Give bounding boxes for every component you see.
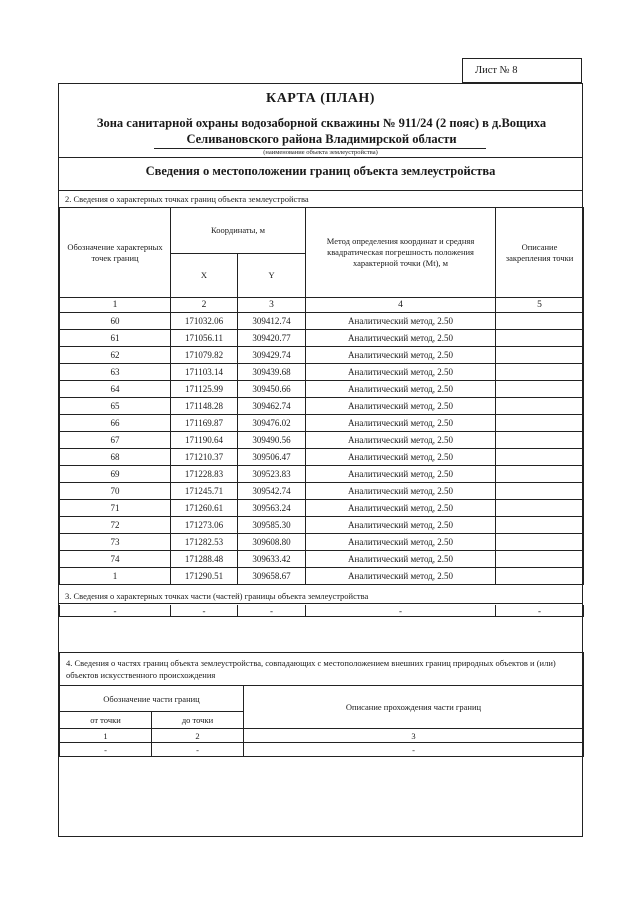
dash-cell: -: [171, 605, 238, 617]
divider-section3: [59, 603, 582, 604]
desc-cell: [496, 466, 584, 483]
method-cell: Аналитический метод, 2.50: [306, 466, 496, 483]
section4-heading: 4. Сведения о частях границ объекта землеустройства, совпадающих с местоположением внешних границ природных объектов и (или) объектов искусственного происхождения: [60, 653, 584, 686]
divider-top: [59, 157, 582, 158]
y-cell: 309542.74: [238, 483, 306, 500]
point-cell: 62: [60, 347, 171, 364]
col-from-header: от точки: [60, 712, 152, 729]
section4-table: [59, 652, 584, 757]
point-cell: 74: [60, 551, 171, 568]
x-cell: 171169.87: [171, 415, 238, 432]
table-row: [60, 551, 584, 568]
desc-cell: [496, 398, 584, 415]
y-cell: 309658.67: [238, 568, 306, 585]
method-cell: Аналитический метод, 2.50: [306, 449, 496, 466]
x-cell: 171148.28: [171, 398, 238, 415]
y-cell: 309523.83: [238, 466, 306, 483]
table-row: [60, 534, 584, 551]
y-cell: 309450.66: [238, 381, 306, 398]
point-cell: 69: [60, 466, 171, 483]
point-cell: 70: [60, 483, 171, 500]
dash-cell: -: [496, 605, 584, 617]
point-cell: 73: [60, 534, 171, 551]
desc-cell: [496, 347, 584, 364]
col-num: 4: [306, 298, 496, 313]
method-cell: Аналитический метод, 2.50: [306, 551, 496, 568]
point-cell: 71: [60, 500, 171, 517]
x-cell: 171273.06: [171, 517, 238, 534]
y-cell: 309563.24: [238, 500, 306, 517]
method-cell: Аналитический метод, 2.50: [306, 364, 496, 381]
x-cell: 171290.51: [171, 568, 238, 585]
table-row: [60, 517, 584, 534]
table-row: [60, 398, 584, 415]
col-num: 2: [152, 729, 244, 743]
desc-cell: [496, 534, 584, 551]
col-num: 1: [60, 298, 171, 313]
table-row: [60, 330, 584, 347]
x-cell: 171190.64: [171, 432, 238, 449]
method-cell: Аналитический метод, 2.50: [306, 568, 496, 585]
dash-cell: -: [60, 605, 171, 617]
points-table: [59, 207, 584, 585]
x-cell: 171245.71: [171, 483, 238, 500]
method-cell: Аналитический метод, 2.50: [306, 483, 496, 500]
col-point-header: Обозначение характерных точек границ: [60, 208, 171, 298]
section2-heading: 2. Сведения о характерных точках границ объекта землеустройства: [65, 194, 309, 204]
x-cell: 171210.37: [171, 449, 238, 466]
method-cell: Аналитический метод, 2.50: [306, 330, 496, 347]
desc-cell: [496, 551, 584, 568]
col-num: 3: [238, 298, 306, 313]
desc-cell: [496, 415, 584, 432]
dash-cell: -: [60, 743, 152, 757]
col-y-header: Y: [238, 254, 306, 298]
x-cell: 171288.48: [171, 551, 238, 568]
col-num: 1: [60, 729, 152, 743]
table-row: [60, 483, 584, 500]
desc-cell: [496, 330, 584, 347]
y-cell: 309439.68: [238, 364, 306, 381]
x-cell: 171282.53: [171, 534, 238, 551]
table-row: [60, 347, 584, 364]
point-cell: 61: [60, 330, 171, 347]
x-cell: 171103.14: [171, 364, 238, 381]
zone-title: Зона санитарной охраны водозаборной скважины № 911/24 (2 пояс) в д.Вощиха Селивановского района Владимирской области: [96, 116, 547, 146]
method-cell: Аналитический метод, 2.50: [306, 432, 496, 449]
desc-cell: [496, 500, 584, 517]
zone-caption: (наименование объекта землеустройства): [263, 149, 378, 156]
point-cell: 66: [60, 415, 171, 432]
col-to-header: до точки: [152, 712, 244, 729]
table-row: [60, 364, 584, 381]
point-cell: 1: [60, 568, 171, 585]
table-row: [60, 449, 584, 466]
x-cell: 171056.11: [171, 330, 238, 347]
table-row: [60, 415, 584, 432]
x-cell: 171260.61: [171, 500, 238, 517]
y-cell: 309608.80: [238, 534, 306, 551]
method-cell: Аналитический метод, 2.50: [306, 398, 496, 415]
map-plan-frame: [58, 83, 583, 837]
col-pass-desc-header: Описание прохождения части границ: [244, 686, 584, 729]
table-row: [60, 313, 584, 330]
desc-cell: [496, 568, 584, 585]
col-num: 2: [171, 298, 238, 313]
y-cell: 309506.47: [238, 449, 306, 466]
dash-cell: -: [306, 605, 496, 617]
col-method-header: Метод определения координат и средняя квадратическая погрешность положения характерной точки (Мt), м: [306, 208, 496, 298]
point-cell: 63: [60, 364, 171, 381]
desc-cell: [496, 313, 584, 330]
table-row: [60, 381, 584, 398]
dash-cell: -: [244, 743, 584, 757]
x-cell: 171079.82: [171, 347, 238, 364]
point-cell: 72: [60, 517, 171, 534]
table-row: [60, 500, 584, 517]
desc-cell: [496, 381, 584, 398]
divider-section: [59, 190, 582, 191]
point-cell: 65: [60, 398, 171, 415]
point-cell: 64: [60, 381, 171, 398]
desc-cell: [496, 517, 584, 534]
y-cell: 309420.77: [238, 330, 306, 347]
col-desc-header: Описание закрепления точки: [496, 208, 584, 298]
method-cell: Аналитический метод, 2.50: [306, 517, 496, 534]
desc-cell: [496, 364, 584, 381]
y-cell: 309462.74: [238, 398, 306, 415]
desc-cell: [496, 432, 584, 449]
y-cell: 309585.30: [238, 517, 306, 534]
desc-cell: [496, 449, 584, 466]
point-cell: 67: [60, 432, 171, 449]
section-title: Сведения о местоположении границ объекта землеустройства: [145, 164, 496, 178]
y-cell: 309633.42: [238, 551, 306, 568]
method-cell: Аналитический метод, 2.50: [306, 347, 496, 364]
table-row: [60, 432, 584, 449]
method-cell: Аналитический метод, 2.50: [306, 415, 496, 432]
table-row: [60, 568, 584, 585]
table-row: [60, 466, 584, 483]
col-x-header: X: [171, 254, 238, 298]
col-coords-header: Координаты, м: [171, 208, 306, 254]
x-cell: 171032.06: [171, 313, 238, 330]
method-cell: Аналитический метод, 2.50: [306, 534, 496, 551]
y-cell: 309429.74: [238, 347, 306, 364]
section3-table: [59, 605, 584, 617]
col-num: 3: [244, 729, 584, 743]
y-cell: 309476.02: [238, 415, 306, 432]
method-cell: Аналитический метод, 2.50: [306, 313, 496, 330]
col-num: 5: [496, 298, 584, 313]
point-cell: 68: [60, 449, 171, 466]
dash-cell: -: [238, 605, 306, 617]
sheet-number: Лист № 8: [462, 58, 582, 83]
y-cell: 309412.74: [238, 313, 306, 330]
dash-cell: -: [152, 743, 244, 757]
y-cell: 309490.56: [238, 432, 306, 449]
method-cell: Аналитический метод, 2.50: [306, 500, 496, 517]
method-cell: Аналитический метод, 2.50: [306, 381, 496, 398]
section3-heading: 3. Сведения о характерных точках части (частей) границы объекта землеустройства: [65, 591, 369, 601]
desc-cell: [496, 483, 584, 500]
map-title: КАРТА (ПЛАН): [266, 91, 375, 106]
x-cell: 171125.99: [171, 381, 238, 398]
point-cell: 60: [60, 313, 171, 330]
x-cell: 171228.83: [171, 466, 238, 483]
col-part-header: Обозначение части границ: [60, 686, 244, 712]
